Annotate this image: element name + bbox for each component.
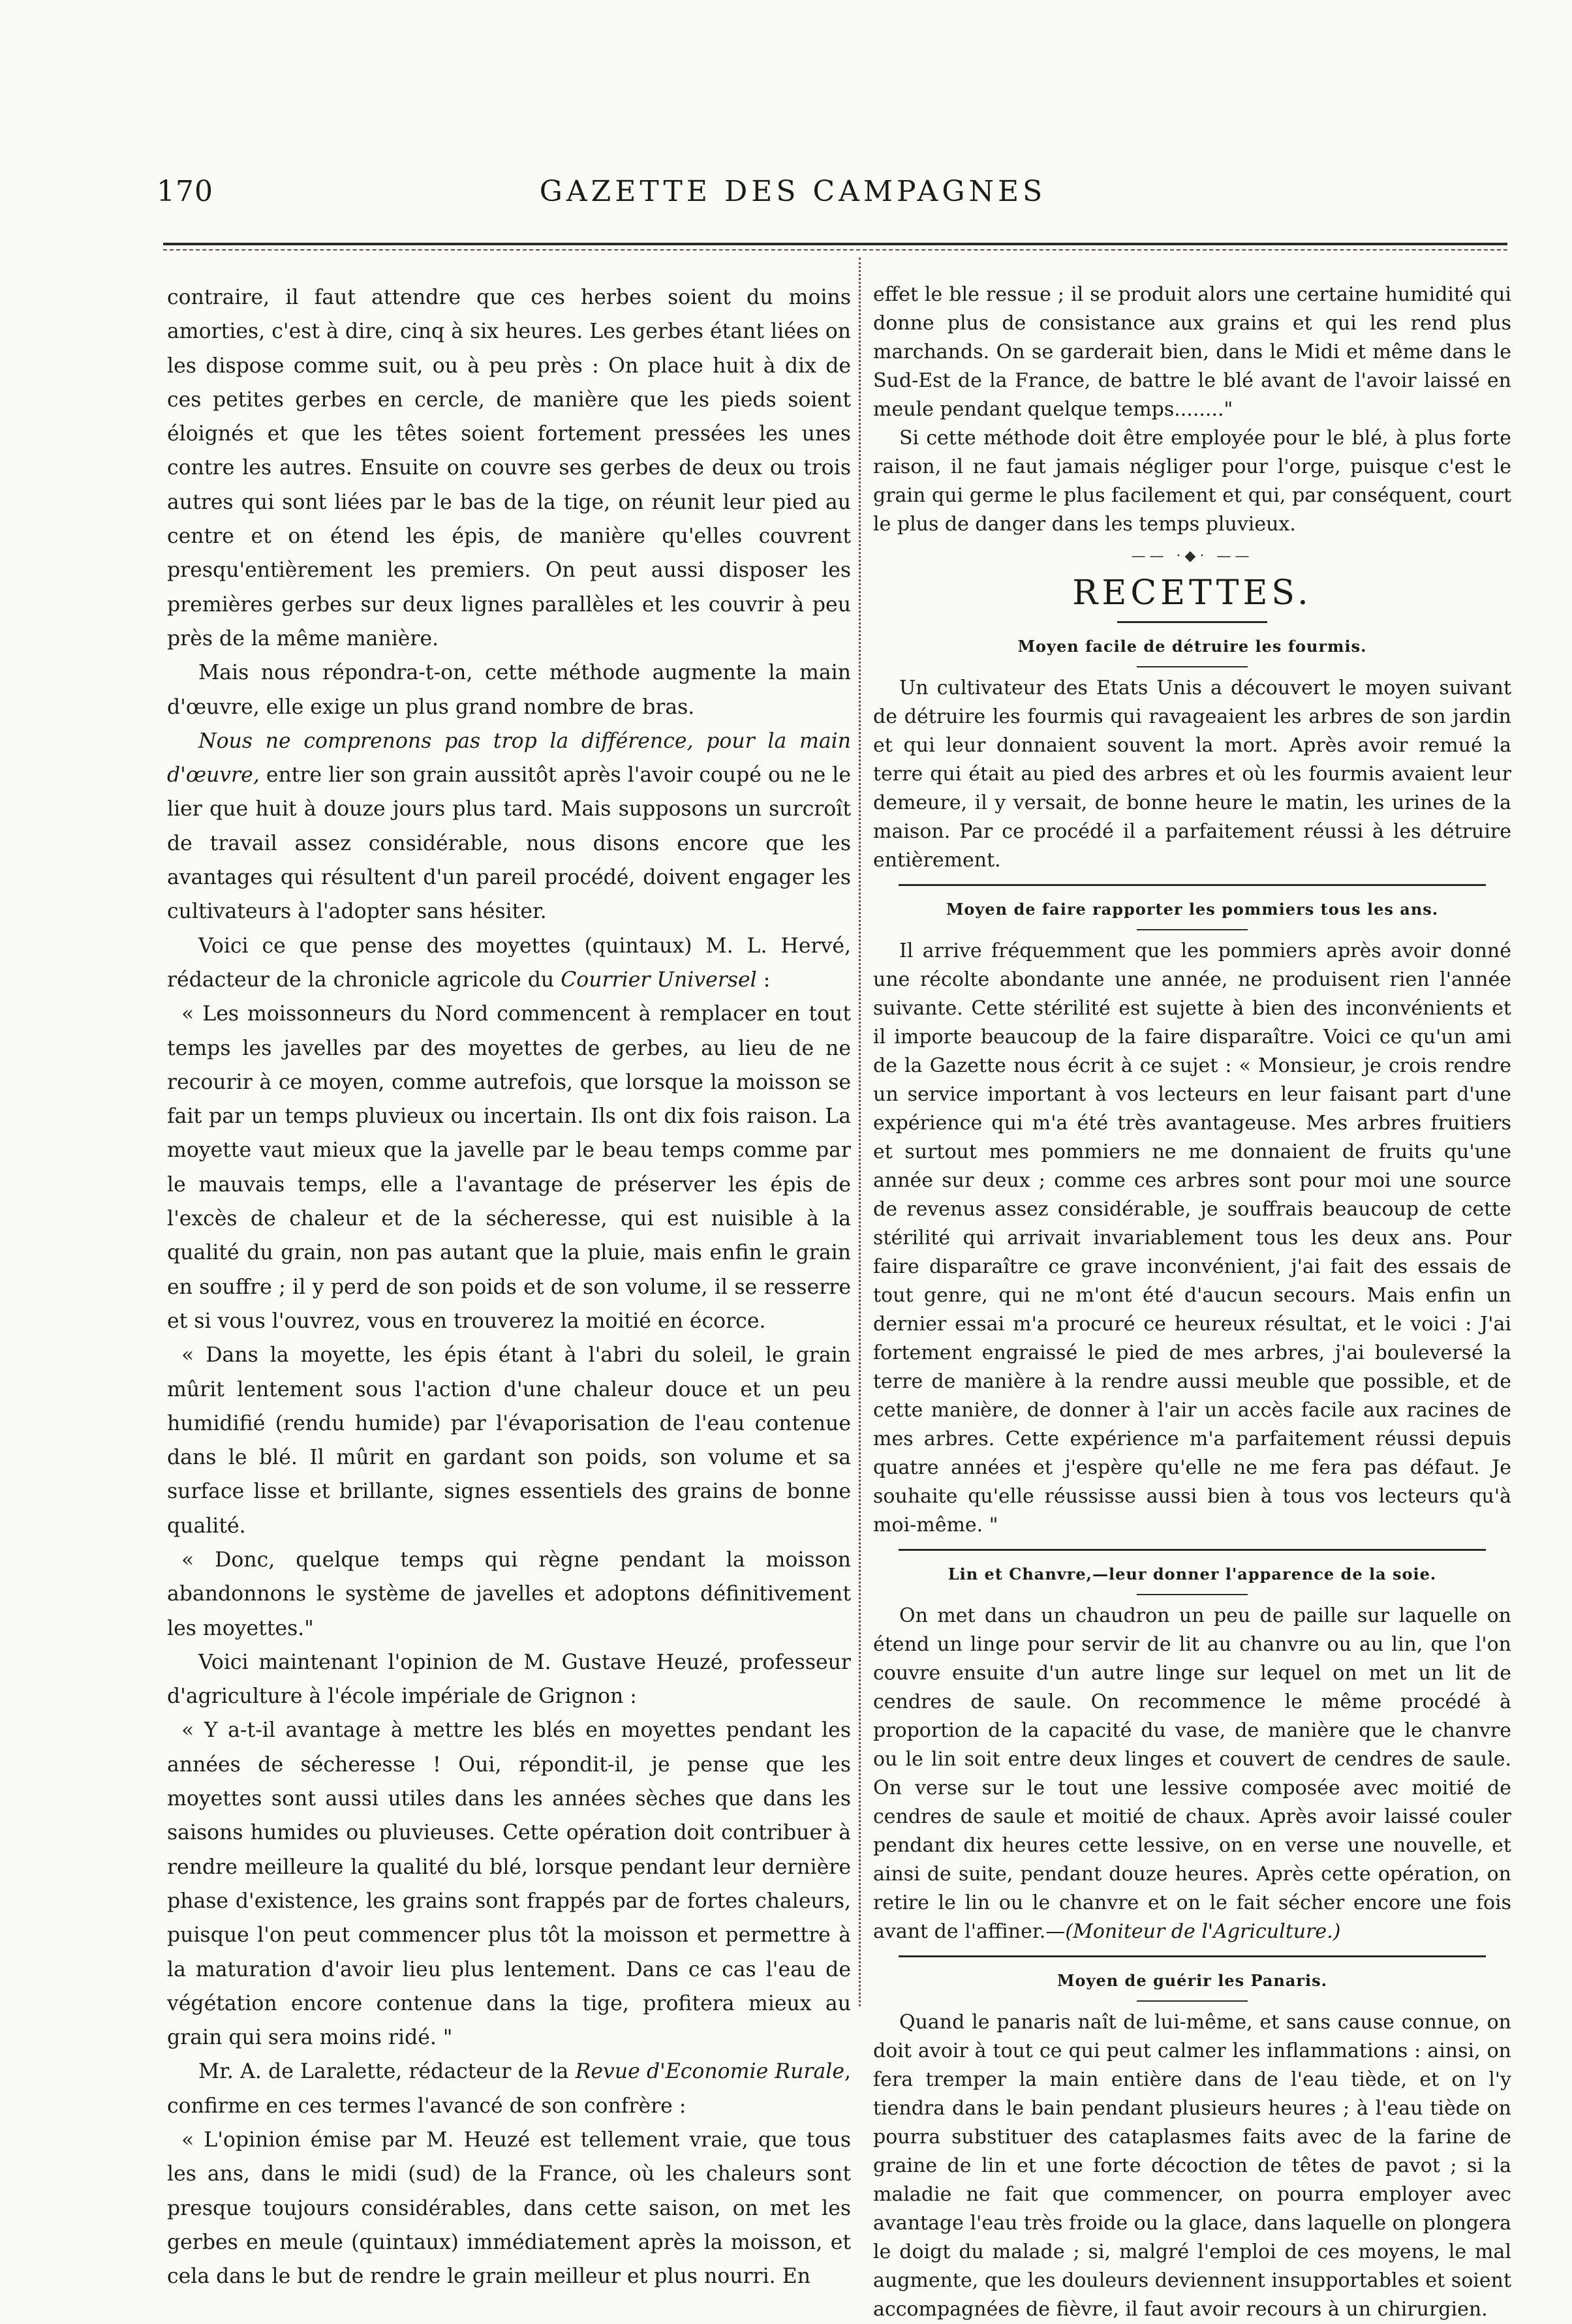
paragraph [167, 929, 851, 998]
paragraph-text: : [756, 968, 771, 992]
page-header [157, 175, 1429, 214]
paragraph-text: Voici ce que pense des moyettes (quintaux) M. L. Hervé, rédacteur de la chronicle agricole du [167, 934, 851, 992]
section-title: RECETTES. [1072, 573, 1312, 613]
recipe-text: Quand le panaris naît de lui-même, et sans cause connue, on doit avoir à tout ce qui peut calmer les inflammations : ainsi, on fera tremper la main entière dans de l'eau tiède, et on l'y tiendra dans le bain pendant plusieurs heures ; à l'eau tiède on pourra substituer des cataplasmes faits avec de la farine de graine de lin et une forte décoction de têtes de pavot ; si la maladie ne fait que commencer, on pourra employer avec avantage l'eau très froide ou la glace, dans laquelle on plongera le doigt du malade ; si, malgré l'emploi de ces moyens, le mal augmente, que les douleurs deviennent insupportables et soient accompagnées de fièvre, il faut avoir recours à un chirurgien. [873, 2011, 1511, 2321]
recipe-text: Un cultivateur des Etats Unis a découvert le moyen suivant de détruire les fourmis qui ravageaient les arbres de son jardin et qui leur donnaient souvent la mort. Après avoir remué la terre qui était au pied des arbres et où les fourmis avaient leur demeure, il y versait, de bonne heure le matin, les urines de la maison. Par ce procédé il a parfaitement réussi à les détruire entièrement. [873, 677, 1511, 872]
recipe-title: Moyen de faire rapporter les pommiers tous les ans. [946, 900, 1439, 919]
paragraph: contraire, il faut attendre que ces herbes soient du moins amorties, c'est à dire, cinq à six heures. Les gerbes étant liées on les dispose comme suit, ou à peu près : On place huit à dix de ces petites gerbes en cercle, de manière que les pieds soient éloignés et que les têtes soient fortement pressées les unes contre les autres. Ensuite on couvre ses gerbes de deux ou trois autres qui sont liées par le bas de la tige, on réunit leur pied au centre et on étend les épis, de manière qu'elles couvrent presqu'entièrement les premiers. On peut aussi disposer les premières gerbes sur deux lignes parallèles et les couvrir à peu près de la même manière. [167, 286, 851, 650]
recipe-title: Moyen facile de détruire les fourmis. [1017, 637, 1367, 656]
recipe-rule [1137, 666, 1248, 667]
source-citation: (Moniteur de l'Agriculture.) [1065, 1920, 1341, 1943]
paragraph: effet le ble ressue ; il se produit alors une certaine humidité qui donne plus de consistance aux grains et qui les rend plus marchands. On se garderait bien, dans le Midi et même dans le Sud-Est de la France, de battre le blé avant de l'avoir laissé en meule pendant quelque temps........" [873, 283, 1511, 421]
quotation: « Dans la moyette, les épis étant à l'abri du soleil, le grain mûrit lentement sous l'action d'une chaleur douce et un peu humidifié (rendu humide) par l'évaporisation de l'eau contenue dans le blé. Il mûrit en gardant son poids, son volume et sa surface lisse et brillante, signes essentiels des grains de bonne qualité. [167, 1343, 851, 1538]
column-divider [859, 258, 861, 2006]
italic-phrase: Nous ne comprenons pas trop la différence, pour la main d'œuvre, [167, 729, 851, 787]
recipe-text: Il arrive fréquemment que les pommiers après avoir donné une récolte abondante une année, ne produisent rien l'année suivante. Cette stérilité est sujette à bien des inconvénients et il importe beaucoup de la faire disparaître. Voici ce qu'un ami de la Gazette nous écrit à ce sujet : « Monsieur, je crois rendre un service important à vos lecteurs en leur faisant part d'une expérience qui m'a été très avantageuse. Mes arbres fruitiers et surtout mes pommiers ne me donnaient de fruits qu'une année sur deux ; comme ces arbres sont pour moi une source de revenus assez considérable, je souffrais beaucoup de cette stérilité qui arrivait invariablement tous les deux ans. Pour faire disparaître ce grave inconvénient, j'ai fait des essais de tout genre, qui ne m'ont été d'aucun secours. Mais enfin un dernier essai m'a procuré ce heureux résultat, et le voici : J'ai fortement engraissé le pied de mes arbres, j'ai bouleversé la terre de manière à la rendre aussi meuble que possible, et de cette manière, de donner à l'air un accès facile aux racines de mes arbres. Cette expérience m'a parfaitement réussi depuis quatre années et j'espère qu'elle ne me fera pas défaut. Je souhaite qu'elle réussisse aussi bien à tous vos lecteurs qu'à moi-même. " [873, 940, 1511, 1537]
divider-rule [899, 1549, 1486, 1551]
divider-rule [899, 1955, 1486, 1957]
paragraph: Mais nous répondra-t-on, cette méthode augmente la main d'œuvre, elle exige un plus grand nombre de bras. [167, 661, 851, 719]
paragraph-text: , confirme en ces termes l'avancé de son confrère : [167, 2060, 851, 2118]
recipe-title: Moyen de guérir les Panaris. [1056, 1971, 1328, 1990]
ornament-separator: —— ·◆· —— [1131, 548, 1254, 564]
publication-title: Revue d'Economie Rurale [575, 2060, 844, 2084]
left-column [167, 281, 851, 2294]
paragraph [167, 724, 851, 929]
paragraph: Si cette méthode doit être employée pour le blé, à plus forte raison, il ne faut jamais négliger pour l'orge, puisque c'est le grain qui germe le plus facilement et qui, par conséquent, court le plus de danger dans les temps pluvieux. [873, 427, 1511, 536]
paragraph-text: Mr. A. de Laralette, rédacteur de la [198, 2060, 576, 2084]
paragraph: Voici maintenant l'opinion de M. Gustave Heuzé, professeur d'agriculture à l'école impériale de Grignon : [167, 1650, 851, 1709]
section-rule [1117, 621, 1267, 623]
quotation: « Les moissonneurs du Nord commencent à remplacer en tout temps les javelles par des moyettes de gerbes, au lieu de ne recourir à ce moyen, comme autrefois, que lorsque la moisson se fait par un temps pluvieux ou incertain. Ils ont dix fois raison. La moyette vaut mieux que la javelle par le beau temps comme par le mauvais temps, elle a l'avantage de préserver les épis de l'excès de chaleur et de la sécheresse, qui est nuisible à la qualité du grain, non pas autant que la pluie, mais enfin le grain en souffre ; il y perd de son poids et de son volume, il se resserre et si vous l'ouvrez, vous en trouverez la moitié en écorce. [167, 1002, 851, 1333]
recipe-title: Lin et Chanvre,—leur donner l'apparence de la soie. [948, 1565, 1437, 1583]
recipe-rule [1137, 2000, 1248, 2002]
recipe-text [873, 1602, 1511, 1946]
header-rule [163, 243, 1507, 245]
divider-rule [899, 884, 1486, 886]
recipe-rule [1137, 929, 1248, 930]
recipe-text-body: On met dans un chaudron un peu de paille sur laquelle on étend un linge pour servir de lit au chanvre ou au lin, que l'on couvre ensuite d'un autre linge sur lequel on met un lit de cendres de saule. On recommence le même procédé à proportion de la capacité du vase, de manière que le chanvre ou le lin soit entre deux linges et couvert de cendres de saule. On verse sur le tout une lessive composée avec moitié de cendres de saule et moitié de chaux. Après avoir laissé couler pendant dix heures cette lessive, on en verse une nouvelle, et ainsi de suite, pendant douze heures. Après cette opération, on retire le lin ou le chanvre et on le fait sécher encore une fois avant de l'affiner.— [873, 1604, 1511, 1943]
publication-title: Courrier Universel [561, 968, 757, 992]
paragraph-text: entre lier son grain aussitôt après l'avoir coupé ou ne le lier que huit à douze jours plus tard. Mais supposons un surcroît de travail assez considérable, nous disons encore que les avantages qui résultent d'un pareil procédé, doivent engager les cultivateurs à l'adopter sans hésiter. [167, 763, 851, 924]
quotation: « Y a-t-il avantage à mettre les blés en moyettes pendant les années de sécheresse ! Oui, répondit-il, je pense que les moyettes sont aussi utiles dans les années sèches que dans les saisons humides ou pluvieuses. Cette opération doit contribuer à rendre meilleure la qualité du blé, lorsque pendant leur dernière phase d'existence, les grains sont frappés par de fortes chaleurs, puisque l'on peut commencer plus tôt la moisson et permettre à la maturation d'avoir lieu plus lentement. Dans ce cas l'eau de végétation encore contenue dans la tige, profitera mieux au grain qui sera moins ridé. " [167, 1719, 851, 2050]
quotation: « Donc, quelque temps qui règne pendant la moisson abandonnons le système de javelles et adoptons définitivement les moyettes." [167, 1548, 851, 1640]
header-rule-dashed [163, 249, 1507, 251]
running-title: GAZETTE DES CAMPAGNES [539, 175, 1047, 208]
recipe-rule [1137, 1594, 1248, 1595]
right-column [873, 281, 1511, 2324]
page-number: 170 [157, 175, 213, 208]
paragraph [167, 2055, 851, 2123]
quotation: « L'opinion émise par M. Heuzé est tellement vraie, que tous les ans, dans le midi (sud) de la France, où les chaleurs sont presque toujours considérables, dans cette saison, on met les gerbes en meule (quintaux) immédiatement après la moisson, et cela dans le but de rendre le grain meilleur et plus nourri. En [167, 2128, 851, 2289]
